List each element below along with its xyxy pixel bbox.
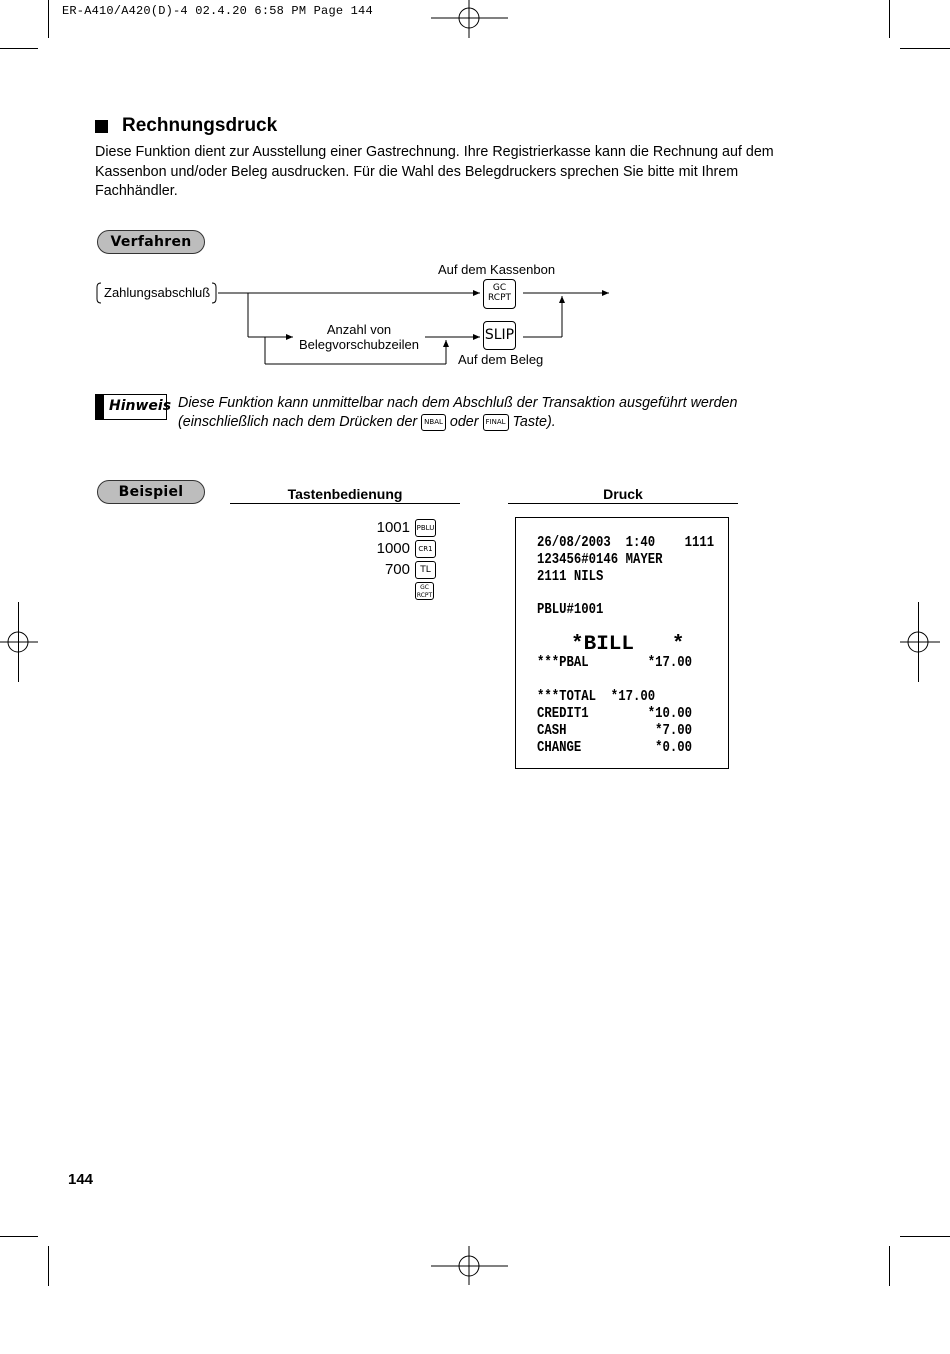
gc-rcpt-key-line1: GC — [492, 283, 507, 293]
receipt-line: ***TOTAL *17.00 — [537, 688, 656, 705]
receipt-output-label: Auf dem Kassenbon — [438, 262, 556, 277]
key-op-value: 1001 — [376, 519, 410, 536]
receipt-line: 26/08/2003 1:40 1111 — [537, 534, 715, 551]
note-badge-bar — [96, 395, 104, 419]
key-op-value: 700 — [384, 561, 410, 578]
key-operation-rule — [230, 503, 460, 504]
gc-rcpt-key — [483, 279, 516, 309]
print-header: ER-A410/A420(D)-4 02.4.20 6:58 PM Page 144 — [62, 4, 373, 18]
gc-rcpt-key-line2: RCPT — [487, 293, 511, 303]
receipt-line: 2111 NILS — [537, 568, 604, 585]
slip-count-label — [296, 322, 422, 352]
print-rule — [508, 503, 738, 504]
slip-key: SLIP — [483, 321, 516, 350]
start-step-label: Zahlungsabschluß — [104, 285, 211, 300]
receipt-line: CREDIT1 *10.00 — [537, 705, 693, 722]
procedure-flow-lines — [0, 0, 950, 400]
key-op-value: 1000 — [376, 540, 410, 557]
page-number: 144 — [68, 1171, 94, 1188]
note-text-part2: oder — [449, 414, 479, 430]
receipt-line: CHANGE *0.00 — [537, 739, 693, 756]
note-text-part3: Taste). — [512, 414, 556, 430]
key-operation-heading: Tastenbedienung — [287, 486, 403, 502]
note-text — [178, 394, 798, 432]
slip-output-label: Auf dem Beleg — [458, 352, 544, 367]
note-badge-label: Hinweis — [109, 398, 172, 414]
slip-count-line1: Anzahl von — [326, 322, 392, 337]
note-badge — [95, 394, 172, 420]
intro-paragraph: Diese Funktion dient zur Ausstellung einer Gastrechnung. Ihre Registrierkasse kann die Rechnung auf dem Kassenbon und/oder Beleg ausdrucken. Für die Wahl des Belegdruckers sprechen Sie bitte mit Ihrem Fachhändler. — [95, 144, 774, 199]
section-title: Rechnungsdruck — [122, 115, 278, 136]
receipt-printout — [515, 517, 729, 769]
receipt-line: ***PBAL *17.00 — [537, 654, 693, 671]
tl-key: TL — [415, 561, 436, 579]
receipt-line: CASH *7.00 — [537, 722, 693, 739]
final-key: FINAL — [483, 414, 509, 431]
receipt-line: 123456#0146 MAYER — [537, 551, 663, 568]
note-text-part1: Diese Funktion kann unmittelbar nach dem Abschluß der Transaktion ausgeführt werden (einschließlich nach dem Drücken der — [178, 395, 738, 430]
slip-count-line2: Belegvorschubzeilen — [299, 337, 419, 352]
procedure-badge: Verfahren — [97, 230, 205, 254]
receipt-line-bill: *BILL * — [571, 633, 685, 656]
pblu-key: PBLU — [415, 519, 436, 537]
example-badge: Beispiel — [97, 480, 205, 504]
gc-rcpt-small-key: GC RCPT — [416, 584, 433, 599]
nbal-key: NBAL — [421, 414, 446, 431]
cr1-key: CR1 — [415, 540, 436, 558]
print-heading: Druck — [603, 486, 643, 502]
receipt-line: PBLU#1001 — [537, 601, 604, 618]
